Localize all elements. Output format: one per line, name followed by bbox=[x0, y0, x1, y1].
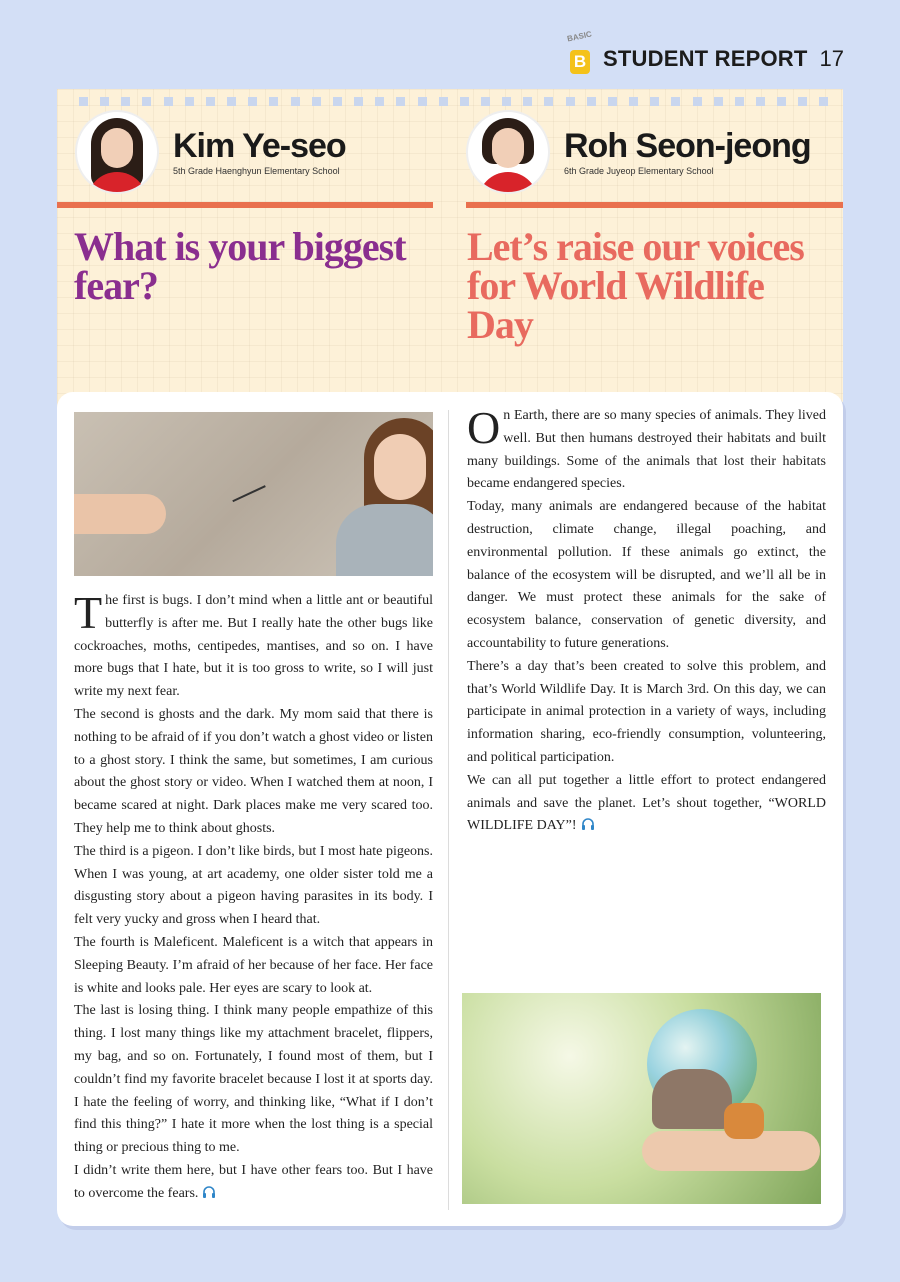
avatar bbox=[466, 110, 550, 194]
author-name: Roh Seon-jeong bbox=[564, 127, 811, 165]
article-body-left bbox=[74, 587, 433, 1206]
logo-small-text: BASIC bbox=[566, 29, 593, 44]
paragraph: On Earth, there are so many species of animals. They lived well. But then humans destroyed their habitats and built many buildings. Some of the animals that lost their habitats became endangered species. bbox=[467, 402, 826, 492]
drop-cap: O bbox=[467, 402, 501, 453]
basic-logo bbox=[566, 29, 597, 76]
divider-rule bbox=[466, 202, 843, 208]
section-header bbox=[566, 29, 844, 76]
author-right bbox=[466, 110, 811, 194]
section-title: STUDENT REPORT bbox=[603, 46, 808, 71]
author-school: 5th Grade Haenghyun Elementary School bbox=[173, 166, 340, 176]
decorative-dots bbox=[79, 97, 829, 107]
wildlife-globe-photo bbox=[462, 993, 821, 1204]
author-school: 6th Grade Juyeop Elementary School bbox=[564, 166, 714, 176]
paragraph: We can all put together a little effort to protect endangered animals and save the planet. Let’s shout together, “WORLD WILDLIFE DAY”! bbox=[467, 772, 826, 834]
paragraph: The third is a pigeon. I don’t like birds, but I most hate pigeons. When I was young, at art academy, one older sister told me a disgusting story about a pigeon having parasites in its body. I felt very yucky and gross when I heard that. bbox=[74, 843, 433, 928]
paragraph: The fourth is Maleficent. Maleficent is a witch that appears in Sleeping Beauty. I’m afraid of her because of her face. Her face is white and looks pale. Her eyes are scary to look at. bbox=[74, 934, 433, 996]
column-divider bbox=[448, 410, 449, 1210]
paragraph: The first is bugs. I don’t mind when a little ant or beautiful butterfly is after me. But I really hate the other bugs like cockroaches, moths, centipedes, mantises, and so on. I have more bugs that I hate, but it is too gross to write, so I will just write my next fear. bbox=[74, 587, 433, 700]
avatar bbox=[75, 110, 159, 194]
page-number: 17 bbox=[819, 46, 844, 71]
paragraph: There’s a day that’s been created to solve this problem, and that’s World Wildlife Day. It is March 3rd. On this day, we can participate in animal protection in a variety of ways, including information sharing, eco-friendly consumption, volunteering, and political participation. bbox=[467, 658, 826, 765]
drop-cap: T bbox=[74, 587, 103, 638]
paragraph: I didn’t write them here, but I have other fears too. But I have to overcome the fears. bbox=[74, 1162, 433, 1201]
paragraph: Today, many animals are endangered because of the habitat destruction, climate change, illegal poaching, and environmental pollution. If these animals go extinct, the balance of the ecosystem will be disrupted, and we’ll all be in danger. We must protect these animals for the sake of ecosystem balance, conservation of genetic diversity, and accountability to future generations. bbox=[467, 499, 826, 651]
article-body-right bbox=[467, 402, 826, 838]
headphones-icon bbox=[202, 1186, 216, 1198]
author-name: Kim Ye-seo bbox=[173, 127, 346, 165]
paragraph: The last is losing thing. I think many people empathize of this thing. I lost many things like my attachment bracelet, flippers, my bag, and so on. Fortunately, I found most of them, but I couldn’t find my favorite bracelet because I lost it at sports day. I hate the feeling of worry, and thinking like, “What if I don’t find this thing?” I hate it more when the lost thing is a special thing or precious thing to me. bbox=[74, 1003, 433, 1156]
logo-letter: B bbox=[570, 50, 590, 74]
divider-rule bbox=[57, 202, 433, 208]
girl-with-bug-photo bbox=[74, 412, 433, 576]
paragraph: The second is ghosts and the dark. My mom said that there is nothing to be afraid of if you don’t watch a ghost video or listen to a ghost story. I think the same, but sometimes, I am curious about the ghost story or video. When I watched them at noon, I became scared at night. Dark places make me very scared too. They help me to think about ghosts. bbox=[74, 706, 433, 836]
article-headline: What is your biggest fear? bbox=[74, 224, 406, 308]
author-left bbox=[75, 110, 346, 194]
article-headline: Let’s raise our voices for World Wildlife Day bbox=[467, 224, 804, 347]
headphones-icon bbox=[581, 818, 595, 830]
